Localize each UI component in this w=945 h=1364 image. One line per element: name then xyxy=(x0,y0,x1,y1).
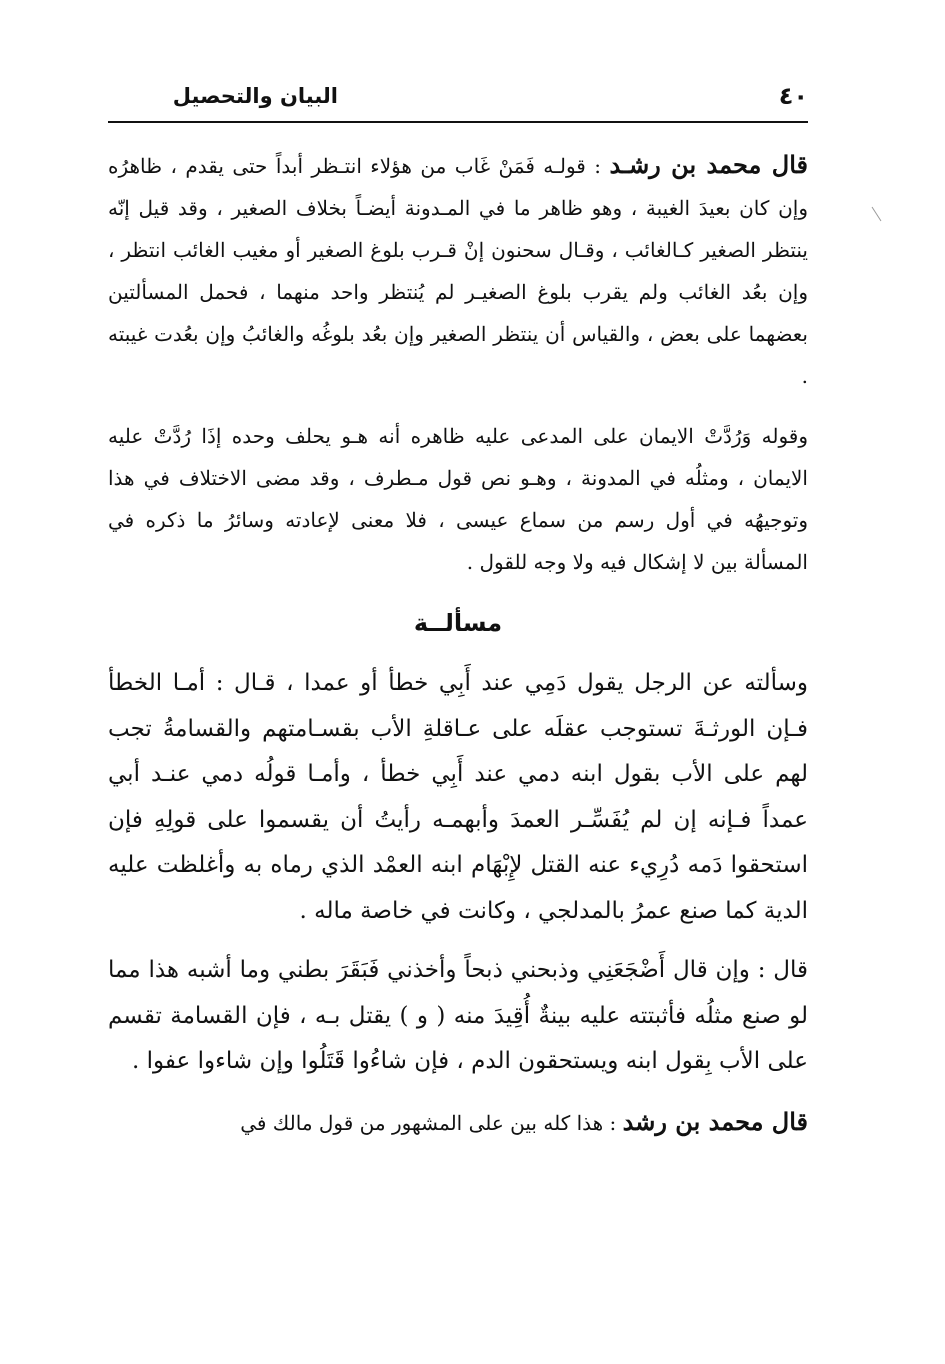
scan-mark xyxy=(870,206,884,222)
paragraph-text: : قولـه فَمَنْ غَاب من هؤلاء انتـظر أبداً حتى يقدم ، ظاهرُه وإن كان بعيدَ الغيبة ، وهو ظاهر ما في المـدونة أيضـاً بخلاف الصغير ، وقد قيل إنّه ينتظر الصغير كـالغائب ، وقـال سحنون إنْ قـرب بلوغ الصغير أو مغيب الغائب انتظر ، وإن بعُد الغائب ولم يقرب بلوغ الصغيـر لم يُنتظر واحد منهما ، فحمل المسألتين بعضهما على بعض ، والقياس أن ينتظر الصغير وإن بعُد بلوغُه والغائبُ وإن بعُدت غيبته . xyxy=(108,154,808,388)
running-header xyxy=(108,84,808,118)
book-title: البيان والتحصيل xyxy=(172,84,338,108)
speaker-label: قال محمد بن رشد xyxy=(622,1106,808,1136)
paragraph-commentary-3 xyxy=(108,1101,808,1144)
header-rule xyxy=(108,121,808,123)
page-body xyxy=(108,144,808,1144)
page-number: ٤٠ xyxy=(778,82,808,110)
paragraph-text: وقوله وَرُدَّتْ الايمان على المدعى عليه ظاهره أنه هـو يحلف وحده إذَا رُدَّتْ عليه الايمان ، ومثلُه في المدونة ، وهـو نص قول مـطرف ، وقد مضى الاختلاف في هذا وتوجيهُه في أول رسم من سماع عيسى ، فلا معنى لإعادته وسائرُ ما ذكره في المسألة بين لا إشكال فيه ولا وجه للقول . xyxy=(108,424,808,574)
section-heading: مسألــة xyxy=(413,609,503,637)
paragraph-text: : هذا كله بين على المشهور من قول مالك في xyxy=(240,1110,623,1135)
speaker-label: قال محمد بن رشـد xyxy=(609,150,808,179)
paragraph-commentary-1 xyxy=(108,144,808,397)
paragraph-text: قال : وإن قال أَضْجَعَنِي وذبحني ذبحاً وأخذني فَبَقَرَ بطني وما أشبه هذا مما لو صنع مثلُه فأثبتته عليه بينةٌ أُقِيدَ منه ( و ) يقتل بـه ، فإن القسامة تقسم على الأب بِقول ابنه ويستحقون الدم ، فإن شاءُوا قَتَلُوا وإن شاءوا عفوا . xyxy=(108,957,808,1074)
paragraph-commentary-2 xyxy=(108,415,808,583)
paragraph-answer xyxy=(108,948,808,1085)
paragraph-text: وسألته عن الرجل يقول دَمِي عند أَبِي خطأ أو عمدا ، قـال : أمـا الخطأ فـإن الورثـةَ تستوجب عقلَه على عـاقلةِ الأب بقسـامتهم والقسامةُ تجب لهم على الأب بقول ابنه دمي عند أَبِي خطأ ، وأمـا قولُه دمي عنـد أبي عمداً فـإنه إن لم يُفَسِّـر العمدَ وأبهمـه رأيتُ أن يقسموا على قولِهِ فإن استحقوا دَمه دُرِيء عنه القتل لإِبْهَام ابنه العمْد الذي رماه به وأغلظت عليه الدية كما صنع عمرُ بالمدلجي ، وكانت في خاصة ماله . xyxy=(108,670,808,924)
paragraph-question xyxy=(108,661,808,934)
